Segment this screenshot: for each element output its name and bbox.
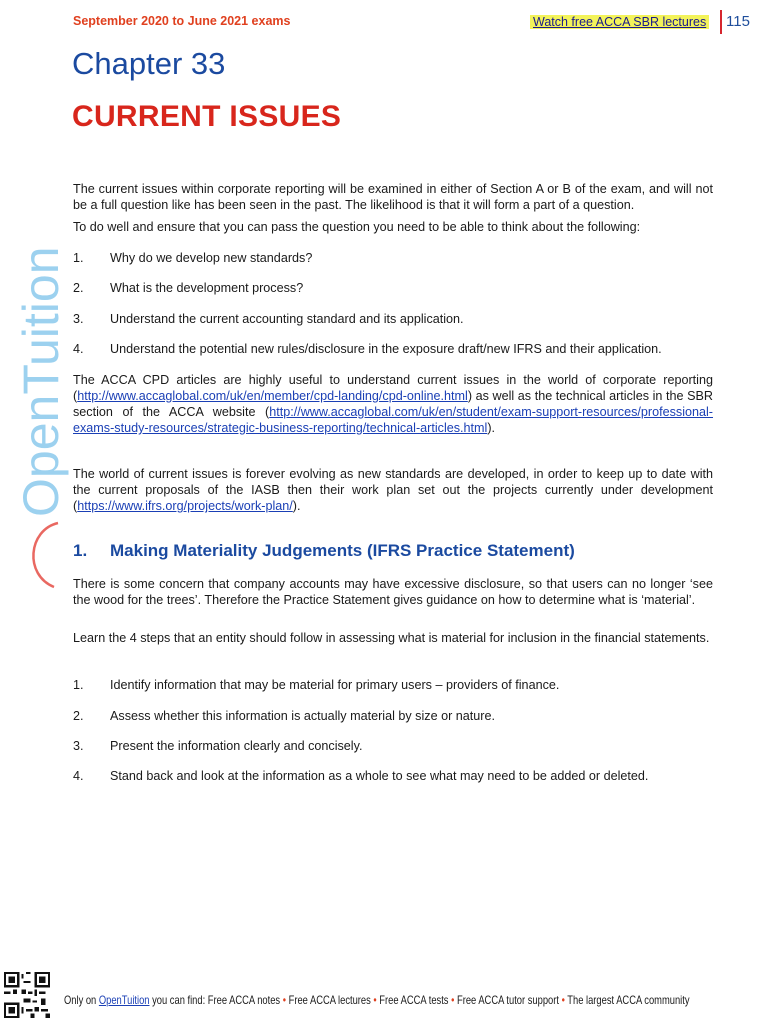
evolving-paragraph: The world of current issues is forever evolving as new standards are developed, in order to keep up to date with the current proposals of the IASB then their work plan set out the projects currently under development (https://www.ifrs.org/projects/work-plan/). — [73, 467, 713, 513]
cpd-paragraph: The ACCA CPD articles are highly useful to understand current issues in the world of corporate reporting (http://www.accaglobal.com/uk/en/member/cpd-landing/cpd-online.html) as well as the technical articles in the SBR section of the ACCA website (http://www.accaglobal.com/uk/en/student/exam-support-resources/professional-exams-study-resources/strategic-business-reporting/technical-articles.html). — [73, 373, 713, 435]
cpd-online-link[interactable]: http://www.accaglobal.com/uk/en/member/cpd-landing/cpd-online.html — [77, 389, 468, 403]
qr-code-icon — [4, 972, 50, 1018]
ifrs-work-plan-link[interactable]: https://www.ifrs.org/projects/work-plan/ — [77, 499, 293, 513]
exam-period: September 2020 to June 2021 exams — [73, 14, 291, 28]
opentuition-watermark — [10, 205, 70, 605]
chapter-title: CURRENT ISSUES — [72, 100, 342, 133]
page-number: 115 — [726, 13, 750, 30]
chapter-label: Chapter 33 — [72, 46, 226, 81]
watch-lectures-link[interactable]: Watch free ACCA SBR lectures — [530, 15, 709, 29]
intro-think-paragraph: To do well and ensure that you can pass the question you need to be able to think about the following: — [73, 220, 641, 234]
footer-opentuition-link[interactable]: OpenTuition — [98, 993, 150, 1007]
footer-promo: Only on OpenTuition you can find: Free ACCA notes • Free ACCA lectures • Free ACCA tests • Free ACCA tutor support • The largest ACCA community — [64, 993, 690, 1007]
technical-articles-link[interactable]: http://www.accaglobal.com/uk/en/student/exam-support-resources/professional-exams-study-resources/strategic-business-reporting/technical-articles.html — [73, 405, 713, 435]
steps-intro-paragraph: Learn the 4 steps that an entity should follow in assessing what is material for inclusion in the financial statements. — [73, 631, 710, 645]
watermark-text: OpenTuition — [13, 246, 69, 517]
section-heading-materiality: 1. Making Materiality Judgements (IFRS Practice Statement) — [73, 541, 575, 560]
materiality-paragraph: There is some concern that company accounts may have excessive disclosure, so that users can no longer ‘see the wood for the trees’. Therefore the Practice Statement gives guidance on how to determine what is ‘material’. — [73, 577, 713, 607]
header-divider — [720, 10, 722, 34]
intro-paragraph: The current issues within corporate reporting will be examined in either of Section A or B of the exam, and will not be a full question like has been seen in the past. The likelihood is that it will form a part of a question. — [73, 182, 713, 212]
